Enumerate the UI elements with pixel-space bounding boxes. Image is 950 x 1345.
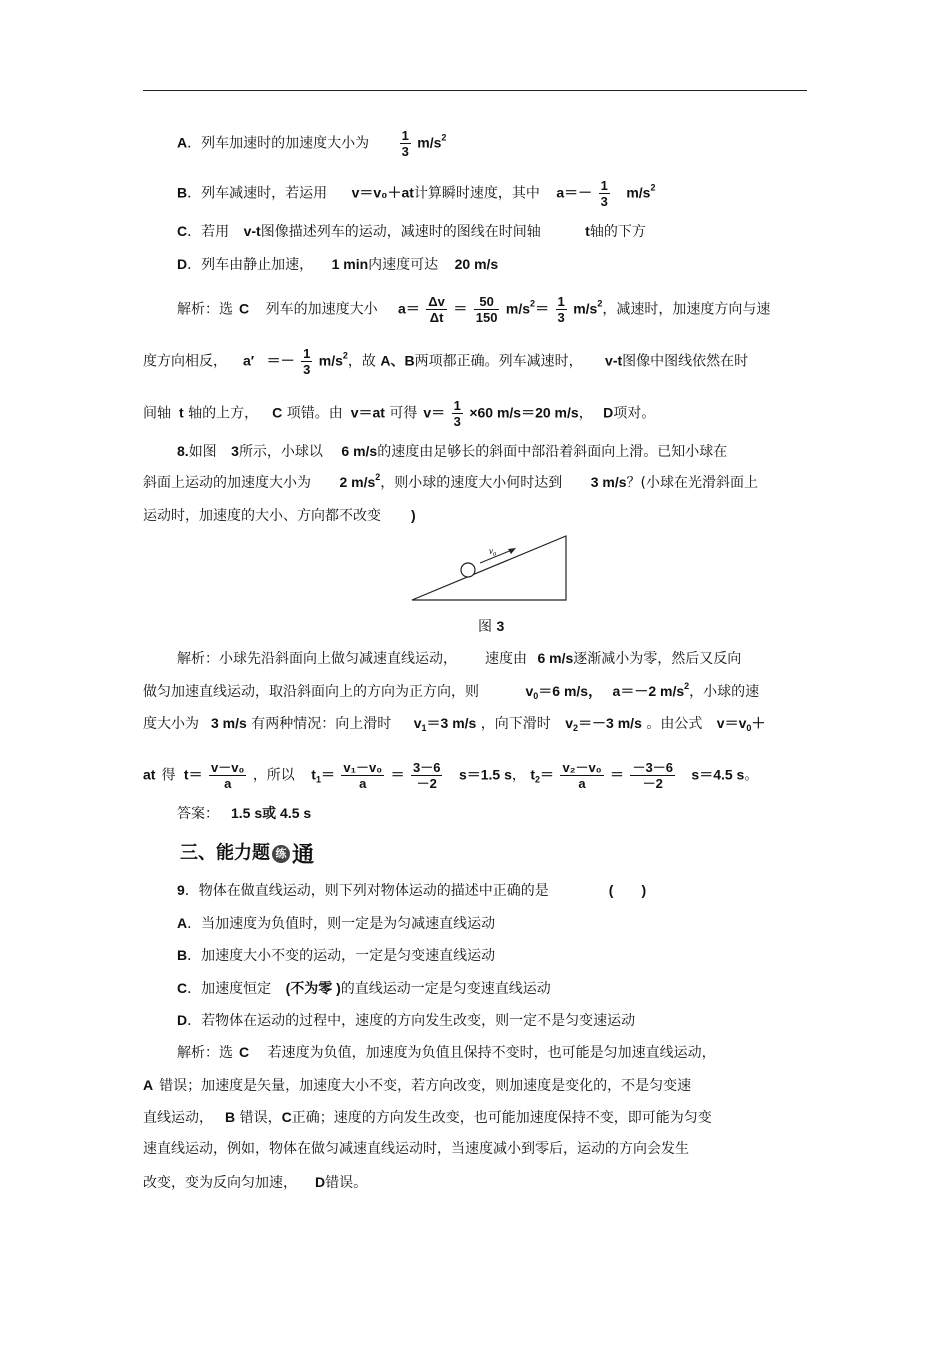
q7-option-b: B．列车减速时，若运用 v＝v₀＋at计算瞬时速度，其中 a＝－ $\frac{1}{3}$ $m/s^2$ (177, 178, 656, 209)
q7-solution-line-1: 解析：选 C 列车的加速度大小 a＝ $\frac{\Delta v}{\Delta t}$ ＝ $\frac{50}{150}$ $m/s^2=$ $\frac{1}{3}$ $m/s^2$，减速时，加速度方向与速 (177, 294, 771, 325)
figure-caption: 图 3 (478, 618, 505, 635)
q9-option-d: D．若物体在运动的过程中，速度的方向发生改变，则一定不是匀变速运动 (177, 1012, 636, 1029)
q8-solution-line-1: 解析：小球先沿斜面向上做匀减速直线运动， 速度由 6 m/s逐渐减小为零，然后又反向 (177, 650, 742, 667)
q8-solution-line-4: at 得 t＝ $\frac{\text{v－v₀}}{a}$ ，所以 $t_1=$ $\frac{\text{v₁－v₀}}{a}$ ＝ $\frac{3-6}{-2}$ s＝1.5 s， $t_2=$ $\frac{\text{v₂－v₀}}{a}$ ＝ $\frac{-3-6}{-2}$ s＝4.5 s。 (143, 760, 759, 791)
section-heading: 三、能力题 练 通 (180, 842, 315, 868)
fraction: $\frac{\text{v－v₀}}{a}$ (211, 760, 245, 791)
q9-solution-line-3: 直线运动， B 错误，C正确；速度的方向发生改变，也可能加速度保持不变，即可能为匀变 (143, 1109, 712, 1126)
q9-solution-line-1: 解析：选 C 若速度为负值，加速度为负值且保持不变时，也可能是匀加速直线运动， (177, 1044, 716, 1061)
q9-stem: 9．物体在做直线运动，则下列对物体运动的描述中正确的是 ( ) (177, 882, 647, 899)
q8-solution-line-2: 做匀加速直线运动，取沿斜面向上的方向为正方向，则 $v_0=6$ m/s， a＝－2 $m/s^2$，小球的速 (143, 681, 760, 701)
fraction: $\frac{1}{3}$ (600, 178, 608, 209)
q9-option-c: C．加速度恒定 (不为零 )的直线运动一定是匀变速直线运动 (177, 980, 551, 997)
fraction: $\frac{3-6}{-2}$ (413, 760, 441, 791)
fraction: $\frac{-3-6}{-2}$ (632, 760, 673, 791)
q8-stem-line-1: 8.如图 3所示，小球以 6 m/s的速度由足够长的斜面中部沿着斜面向上滑。已知小球在 (177, 443, 728, 460)
fraction: $\frac{50}{150}$ (475, 294, 498, 325)
q9-option-a: A．当加速度为负值时，则一定是为匀减速直线运动 (177, 915, 496, 932)
q8-stem-line-2: 斜面上运动的加速度大小为 2 $m/s^2$，则小球的速度大小何时达到 3 m/s？(小球在光滑斜面上 (143, 472, 759, 491)
q7-option-c: C．若用 v-t图像描述列车的运动，减速时的图线在时间轴 t轴的下方 (177, 223, 646, 240)
q8-stem-line-3: 运动时，加速度的大小、方向都不改变 ) (143, 507, 416, 524)
q7-solution-line-2: 度方向相反， a′ ＝－ $\frac{1}{3}$ $m/s^2$，故 A、B两项都正确。列车减速时， v-t图像中图线依然在时 (143, 346, 749, 377)
q7-solution-line-3: 间轴 t 轴的上方， C 项错。由 v＝at 可得 v＝ $\frac{1}{3}$ ×60 m/s＝20 m/s， D项对。 (143, 398, 656, 429)
header-rule (143, 90, 807, 91)
ball (461, 563, 475, 577)
q7-option-d: D．列车由静止加速， 1 min内速度可达 20 m/s (177, 256, 499, 273)
q7-option-a: A．列车加速时的加速度大小为 $\frac{1}{3}$ $m/s^2$ (177, 128, 447, 159)
q8-solution-line-3: 度大小为 3 m/s 有两种情况：向上滑时 $v_1=3$ m/s ，向下滑时 $v_2=-3$ m/s 。由公式 $v=v_0+$ (143, 715, 766, 733)
fraction: $\frac{1}{3}$ (453, 398, 461, 429)
fraction: $\frac{1}{3}$ (303, 346, 311, 377)
q9-solution-line-5: 改变，变为反向匀加速， D错误。 (143, 1174, 368, 1191)
fraction: $\frac{\Delta v}{\Delta t}$ (428, 294, 445, 325)
q9-solution-line-4: 速直线运动，例如，物体在做匀减速直线运动时，当速度减小到零后，运动的方向会发生 (143, 1141, 689, 1157)
fraction: $\frac{\text{v₁－v₀}}{a}$ (343, 760, 383, 791)
q8-answer: 答案： 1.5 s或 4.5 s (177, 805, 312, 822)
fraction: $\frac{\text{v₂－v₀}}{a}$ (562, 760, 602, 791)
arrow-head (508, 548, 516, 554)
incline-figure (410, 533, 570, 603)
velocity-label: $v_0$ (489, 546, 496, 558)
practice-badge: 练 (272, 845, 290, 863)
fraction: $\frac{1}{3}$ (557, 294, 565, 325)
q9-option-b: B．加速度大小不变的运动，一定是匀变速直线运动 (177, 947, 496, 964)
q9-solution-line-2: A 错误；加速度是矢量，加速度大小不变，若方向改变，则加速度是变化的，不是匀变速 (143, 1077, 692, 1094)
fraction: $\frac{1}{3}$ (401, 128, 409, 159)
